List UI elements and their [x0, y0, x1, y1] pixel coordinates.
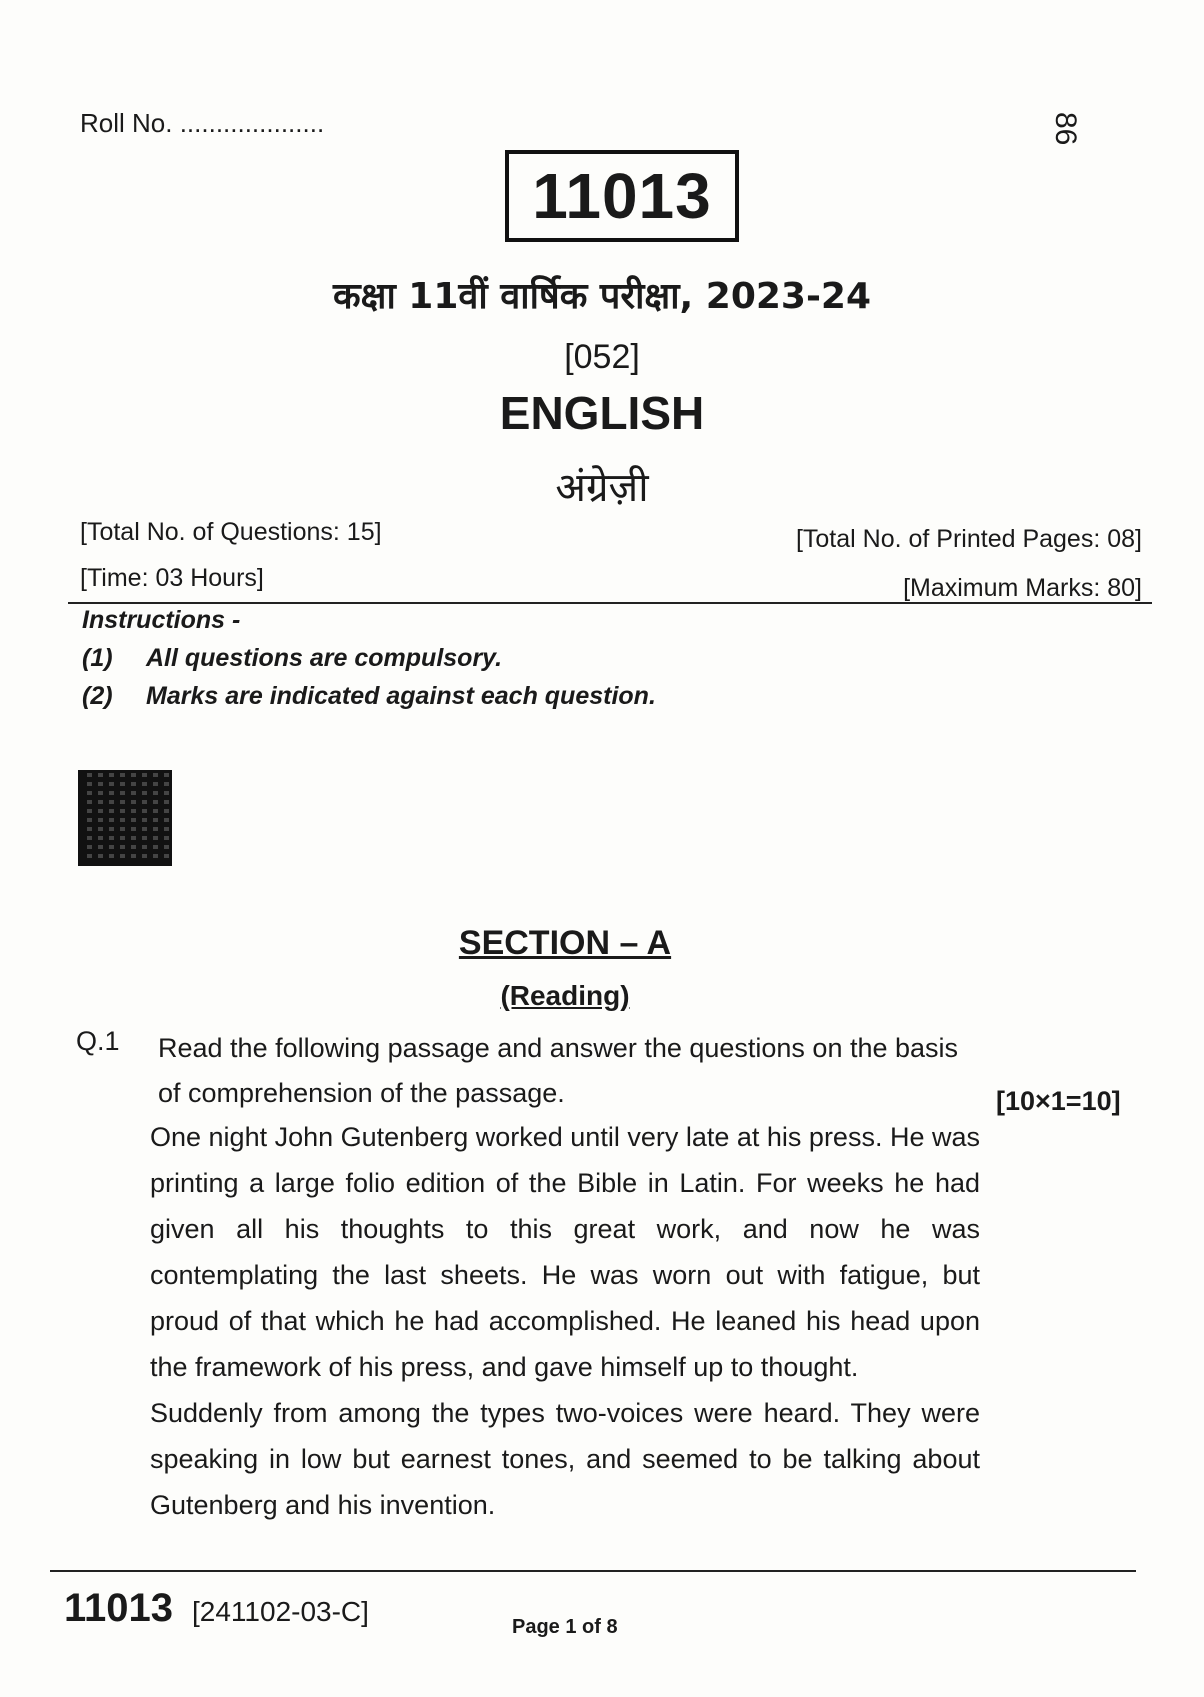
paper-code-box: 11013	[505, 150, 739, 242]
instruction-number: (2)	[82, 682, 113, 710]
passage-paragraph: One night John Gutenberg worked until very late at his press. He was printing a large folio edition of the Bible in Latin. For weeks he had given all his thoughts to this great work, and now he was contemplating the last sheets. He was worn out with fatigue, but proud of that which he had accomplished. He leaned his head upon the framework of his press, and gave himself up to thought.	[150, 1122, 980, 1382]
reading-passage	[150, 1114, 980, 1528]
page-number: Page 1 of 8	[512, 1616, 618, 1638]
exam-title: कक्षा 11वीं वार्षिक परीक्षा, 2023-24	[332, 276, 872, 317]
qr-code-icon	[78, 770, 172, 866]
question-prompt: Read the following passage and answer the questions on the basis of comprehension of the passage.	[158, 1033, 959, 1108]
side-number: 86	[1049, 112, 1082, 146]
question-marks: [10×1=10]	[996, 1086, 1121, 1116]
instruction-number: (1)	[82, 644, 113, 672]
instruction-item	[82, 682, 656, 711]
footer-divider	[50, 1570, 1136, 1572]
total-questions: [Total No. of Questions: 15]	[80, 518, 382, 546]
instruction-item	[82, 644, 502, 673]
instruction-text: All questions are compulsory.	[146, 644, 503, 672]
header-divider	[68, 602, 1152, 604]
section-subtitle: (Reading)	[500, 980, 630, 1011]
passage-paragraph: Suddenly from among the types two-voices were heard. They were speaking in low but earnest tones, and seemed to be talking about Gutenberg and his invention.	[150, 1398, 980, 1520]
roll-number-field: Roll No. ....................	[80, 108, 325, 138]
subject-title-hindi: अंग्रेज़ी	[555, 465, 649, 511]
maximum-marks: [Maximum Marks: 80]	[903, 574, 1142, 602]
subject-code: [052]	[564, 338, 640, 376]
printed-pages: [Total No. of Printed Pages: 08]	[795, 525, 1142, 553]
instruction-text: Marks are indicated against each question.	[146, 682, 656, 710]
time-allowed: [Time: 03 Hours]	[80, 564, 264, 592]
footer-paper-code: 11013	[64, 1586, 174, 1630]
instructions-heading: Instructions -	[82, 606, 241, 634]
subject-title: ENGLISH	[499, 387, 705, 439]
question-number: Q.1	[76, 1026, 120, 1056]
section-title: SECTION – A	[458, 924, 672, 962]
footer-sub-code: [241102-03-C]	[192, 1596, 369, 1627]
